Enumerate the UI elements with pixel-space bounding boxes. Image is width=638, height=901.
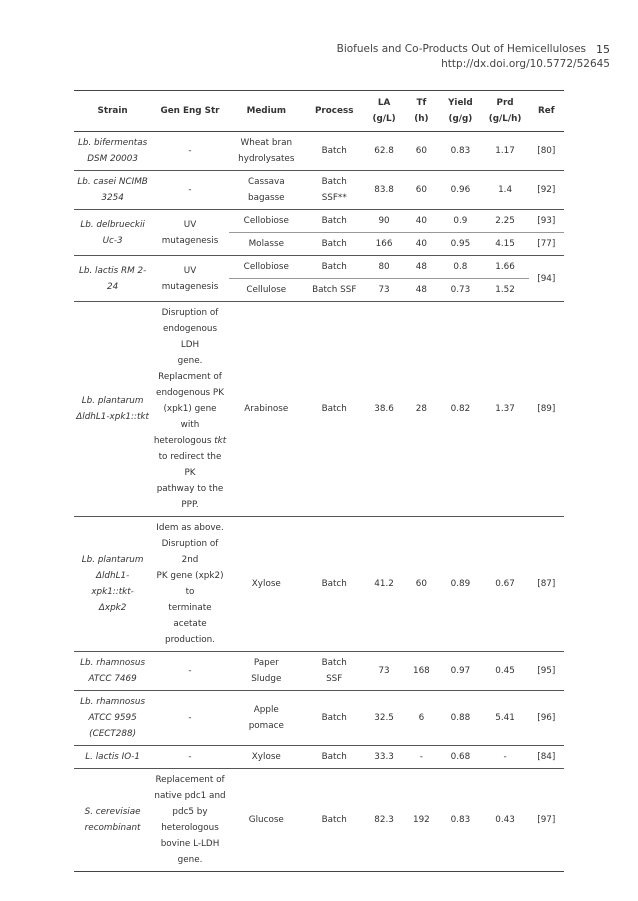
prd-cell: 0.45 (482, 652, 529, 691)
table-row (74, 691, 564, 746)
tf-cell: 28 (403, 302, 439, 517)
la-cell: 73 (365, 652, 404, 691)
ref-cell: [92] (529, 171, 564, 210)
medium-cell: Arabinose (229, 302, 304, 517)
strain-cell: L. lactis IO-1 (74, 746, 151, 769)
la-cell: 90 (365, 210, 404, 233)
la-cell: 83.8 (365, 171, 404, 210)
medium-cell: Cellulose (229, 279, 304, 302)
la-cell: 80 (365, 256, 404, 279)
process-cell: Batch (304, 769, 365, 872)
process-cell: Batch (304, 132, 365, 171)
prd-cell: 4.15 (482, 233, 529, 256)
tf-cell: 60 (403, 132, 439, 171)
ref-cell: [94] (529, 256, 564, 302)
prd-cell: 1.4 (482, 171, 529, 210)
yield-cell: 0.82 (439, 302, 481, 517)
medium-cell: Glucose (229, 769, 304, 872)
prd-cell: 5.41 (482, 691, 529, 746)
yield-cell: 0.88 (439, 691, 481, 746)
strain-cell: Lb. delbrueckii Uc-3 (74, 210, 151, 256)
results-table (74, 90, 564, 872)
prd-cell: 1.17 (482, 132, 529, 171)
col-medium: Medium (229, 91, 304, 132)
gen-cell: - (151, 171, 229, 210)
process-cell: Batch (304, 517, 365, 652)
col-tf: Tf (h) (403, 91, 439, 132)
table-row (74, 210, 564, 233)
doi-link[interactable]: http://dx.doi.org/10.5772/52645 (441, 58, 610, 70)
page-number: 15 (596, 43, 610, 56)
tf-cell: - (403, 746, 439, 769)
yield-cell: 0.8 (439, 256, 481, 279)
ref-cell: [93] (529, 210, 564, 233)
gen-cell: UV mutagenesis (151, 256, 229, 302)
ref-cell: [96] (529, 691, 564, 746)
col-la: LA (g/L) (365, 91, 404, 132)
process-cell: Batch (304, 746, 365, 769)
gen-cell: - (151, 746, 229, 769)
gen-cell: Replacement of native pdc1 and pdc5 by heterologous bovine L-LDH gene. (151, 769, 229, 872)
medium-cell: Cellobiose (229, 210, 304, 233)
la-cell: 32.5 (365, 691, 404, 746)
tf-cell: 48 (403, 279, 439, 302)
medium-cell: Cellobiose (229, 256, 304, 279)
col-process: Process (304, 91, 365, 132)
gen-cell: Idem as above. Disruption of 2nd PK gene (xpk2) to terminate acetate production. (151, 517, 229, 652)
yield-cell: 0.83 (439, 769, 481, 872)
gen-cell: - (151, 652, 229, 691)
strain-cell: S. cerevisiae recombinant (74, 769, 151, 872)
process-cell: Batch (304, 302, 365, 517)
gen-cell: - (151, 691, 229, 746)
yield-cell: 0.97 (439, 652, 481, 691)
table-row (74, 302, 564, 517)
yield-cell: 0.68 (439, 746, 481, 769)
col-prd: Prd (g/L/h) (482, 91, 529, 132)
table-row (74, 256, 564, 279)
prd-cell: 2.25 (482, 210, 529, 233)
running-title: Biofuels and Co-Products Out of Hemicelluloses (336, 43, 586, 55)
la-cell: 73 (365, 279, 404, 302)
la-cell: 62.8 (365, 132, 404, 171)
gen-cell: Disruption of endogenous LDH gene. Replacment of endogenous PK (xpk1) gene with heterologous tkt to redirect the PK pathway to the PPP. (151, 302, 229, 517)
la-cell: 166 (365, 233, 404, 256)
tf-cell: 60 (403, 171, 439, 210)
process-cell: Batch (304, 210, 365, 233)
process-cell: Batch SSF (304, 652, 365, 691)
medium-cell: Molasse (229, 233, 304, 256)
ref-cell: [77] (529, 233, 564, 256)
tf-cell: 48 (403, 256, 439, 279)
table-row (74, 171, 564, 210)
col-yield: Yield (g/g) (439, 91, 481, 132)
tf-cell: 168 (403, 652, 439, 691)
tf-cell: 192 (403, 769, 439, 872)
table-row (74, 652, 564, 691)
ref-cell: [80] (529, 132, 564, 171)
table-row (74, 746, 564, 769)
la-cell: 38.6 (365, 302, 404, 517)
gen-cell: - (151, 132, 229, 171)
process-cell: Batch SSF (304, 279, 365, 302)
ref-cell: [97] (529, 769, 564, 872)
yield-cell: 0.95 (439, 233, 481, 256)
yield-cell: 0.89 (439, 517, 481, 652)
table-row (74, 132, 564, 171)
table-header-row (74, 91, 564, 132)
table-row (74, 517, 564, 652)
process-cell: Batch (304, 691, 365, 746)
strain-cell: Lb. plantarum ΔldhL1-xpk1::tkt (74, 302, 151, 517)
strain-cell: Lb. rhamnosus ATCC 7469 (74, 652, 151, 691)
prd-cell: 0.67 (482, 517, 529, 652)
process-cell: Batch SSF** (304, 171, 365, 210)
gen-cell: UV mutagenesis (151, 210, 229, 256)
strain-cell: Lb. bifermentas DSM 20003 (74, 132, 151, 171)
yield-cell: 0.96 (439, 171, 481, 210)
page-header (337, 42, 610, 72)
medium-cell: Wheat bran hydrolysates (229, 132, 304, 171)
prd-cell: - (482, 746, 529, 769)
strain-cell: Lb. plantarum ΔldhL1-xpk1::tkt- Δxpk2 (74, 517, 151, 652)
medium-cell: Xylose (229, 746, 304, 769)
medium-cell: Cassava bagasse (229, 171, 304, 210)
strain-cell: Lb. lactis RM 2-24 (74, 256, 151, 302)
la-cell: 41.2 (365, 517, 404, 652)
tf-cell: 6 (403, 691, 439, 746)
strain-cell: Lb. rhamnosus ATCC 9595 (CECT288) (74, 691, 151, 746)
prd-cell: 1.37 (482, 302, 529, 517)
ref-cell: [84] (529, 746, 564, 769)
ref-cell: [95] (529, 652, 564, 691)
table-row (74, 769, 564, 872)
yield-cell: 0.9 (439, 210, 481, 233)
yield-cell: 0.73 (439, 279, 481, 302)
ref-cell: [87] (529, 517, 564, 652)
col-strain: Strain (74, 91, 151, 132)
col-ref: Ref (529, 91, 564, 132)
prd-cell: 1.52 (482, 279, 529, 302)
medium-cell: Apple pomace (229, 691, 304, 746)
la-cell: 33.3 (365, 746, 404, 769)
tf-cell: 60 (403, 517, 439, 652)
la-cell: 82.3 (365, 769, 404, 872)
prd-cell: 1.66 (482, 256, 529, 279)
prd-cell: 0.43 (482, 769, 529, 872)
process-cell: Batch (304, 256, 365, 279)
strain-cell: Lb. casei NCIMB 3254 (74, 171, 151, 210)
col-gen-eng: Gen Eng Str (151, 91, 229, 132)
tf-cell: 40 (403, 210, 439, 233)
tf-cell: 40 (403, 233, 439, 256)
yield-cell: 0.83 (439, 132, 481, 171)
medium-cell: Paper Sludge (229, 652, 304, 691)
ref-cell: [89] (529, 302, 564, 517)
process-cell: Batch (304, 233, 365, 256)
medium-cell: Xylose (229, 517, 304, 652)
